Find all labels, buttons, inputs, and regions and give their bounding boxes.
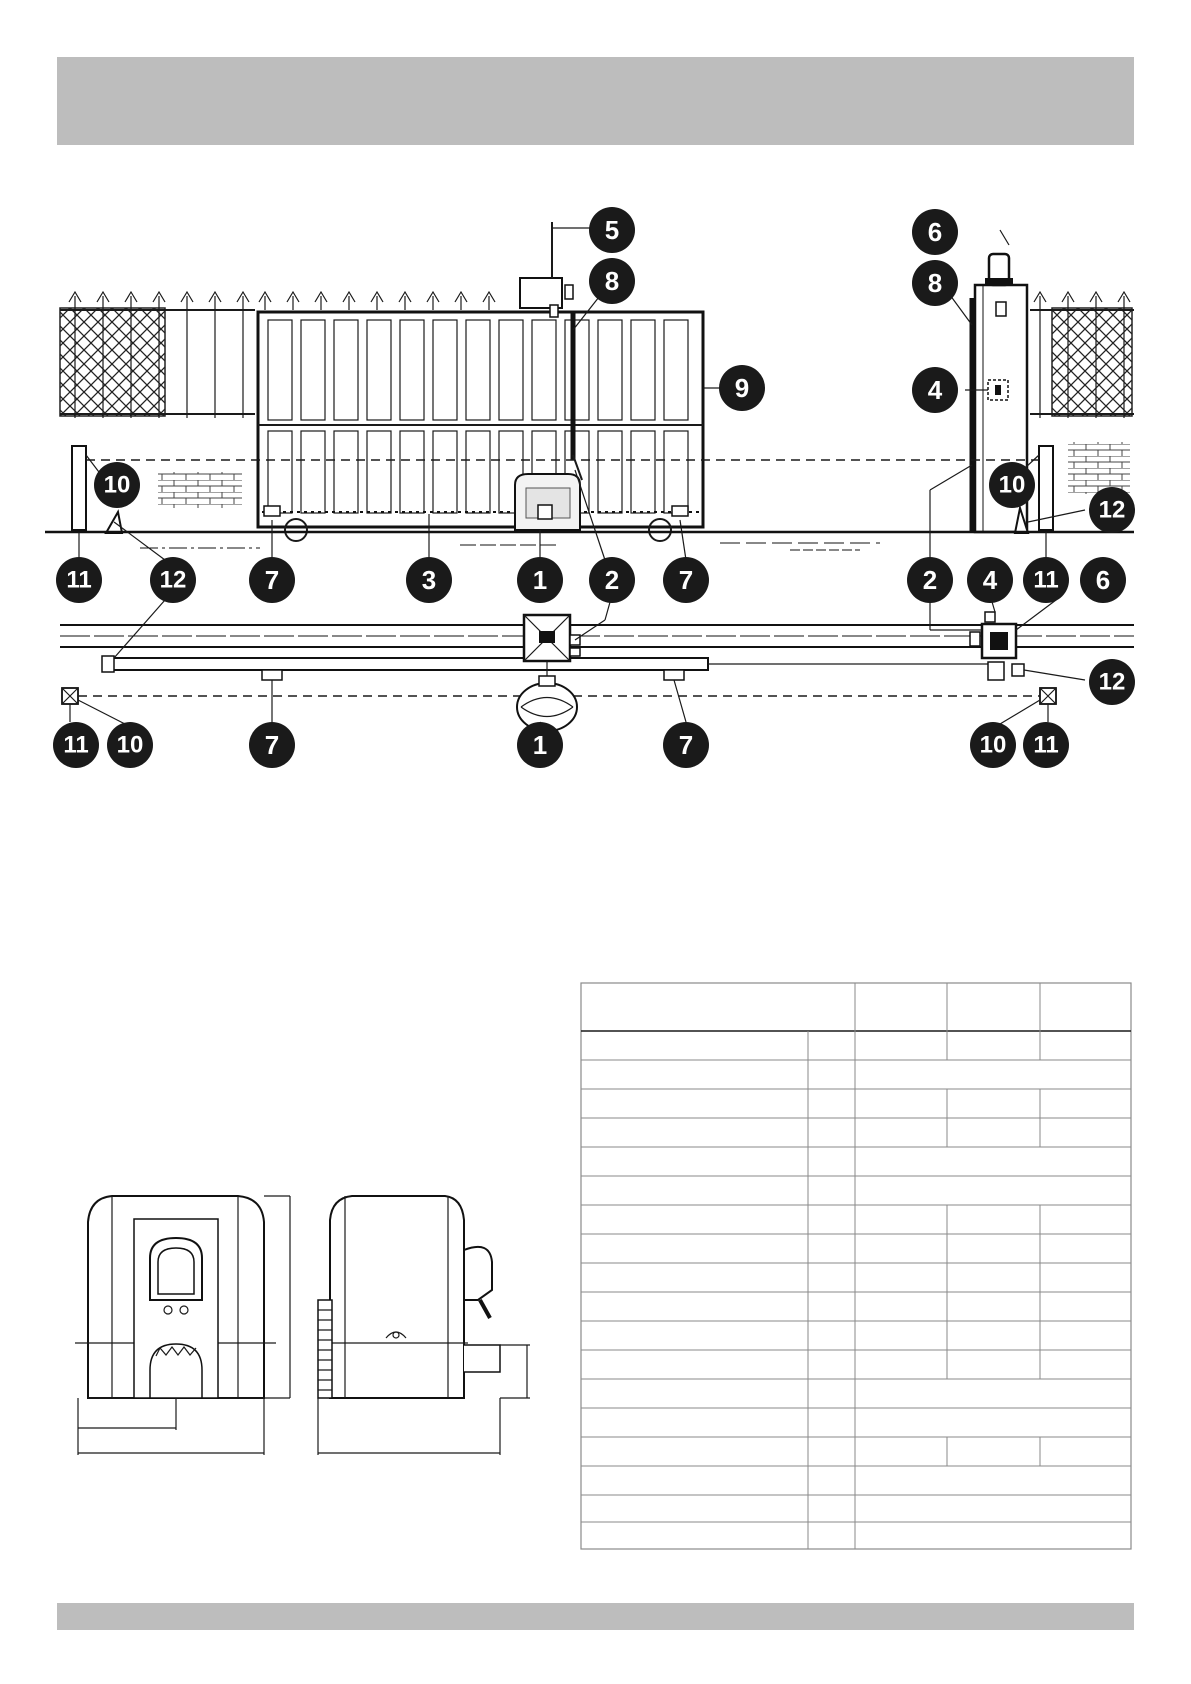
- svg-text:2: 2: [604, 565, 620, 595]
- svg-text:6: 6: [1095, 565, 1111, 595]
- limit-bracket-left: [264, 506, 280, 516]
- gate-panels: [268, 320, 688, 513]
- gate-top-pickets: [259, 292, 495, 310]
- svg-text:10: 10: [979, 731, 1007, 759]
- callout-7-left: [249, 557, 295, 603]
- callout-4: [912, 367, 958, 413]
- svg-text:7: 7: [678, 565, 694, 595]
- brick-wall-right: [1068, 442, 1130, 494]
- gate-wheel-left: [285, 519, 307, 541]
- flashing-lamp-housing: [520, 278, 562, 308]
- callout-1-plan: [517, 722, 563, 768]
- svg-text:12: 12: [1098, 496, 1126, 524]
- callout-2-right: [907, 557, 953, 603]
- svg-text:8: 8: [927, 268, 943, 298]
- brick-wall-left: [158, 472, 242, 508]
- plan-view: [60, 595, 1134, 731]
- limit-bracket-plan-right: [664, 670, 684, 680]
- right-fence-mesh: [1052, 308, 1132, 416]
- callout-10-left: [94, 462, 140, 508]
- callout-12-left: [150, 557, 196, 603]
- callout-7-plan-left: [249, 722, 295, 768]
- callout-7-right: [663, 557, 709, 603]
- gate-wheel-right: [649, 519, 671, 541]
- callout-6: [912, 209, 958, 255]
- callout-11-plan-left: [53, 722, 99, 768]
- svg-text:8: 8: [604, 266, 620, 296]
- callout-3: [406, 557, 452, 603]
- svg-text:12: 12: [1098, 668, 1126, 696]
- callout-9: [719, 365, 765, 411]
- callout-10-right: [989, 462, 1035, 508]
- svg-text:11: 11: [1033, 731, 1059, 759]
- callout-4-right: [967, 557, 1013, 603]
- svg-text:6: 6: [927, 217, 943, 247]
- svg-text:11: 11: [63, 731, 89, 759]
- svg-text:2: 2: [922, 565, 938, 595]
- callout-7-plan-right: [663, 722, 709, 768]
- callout-8-right: [912, 260, 958, 306]
- svg-text:11: 11: [66, 566, 92, 594]
- callout-2: [589, 557, 635, 603]
- svg-text:11: 11: [1033, 566, 1059, 594]
- left-fence-mesh: [60, 308, 165, 416]
- callout-5: [589, 207, 635, 253]
- elevation-view: [45, 222, 1134, 562]
- svg-text:9: 9: [734, 373, 750, 403]
- svg-text:12: 12: [159, 566, 187, 594]
- svg-text:10: 10: [116, 731, 144, 759]
- svg-text:10: 10: [998, 471, 1026, 499]
- svg-text:10: 10: [103, 471, 131, 499]
- callout-1: [517, 557, 563, 603]
- svg-text:1: 1: [532, 565, 548, 595]
- svg-text:1: 1: [532, 730, 548, 760]
- callout-12-plan: [1089, 659, 1135, 705]
- limit-bracket-plan-left: [262, 670, 282, 680]
- callout-11-left: [56, 557, 102, 603]
- callout-12-right: [1089, 487, 1135, 533]
- svg-text:4: 4: [927, 375, 943, 405]
- svg-text:3: 3: [421, 565, 437, 595]
- gate-leaf-plan: [108, 658, 708, 670]
- svg-text:7: 7: [264, 730, 280, 760]
- motor-front-view: [75, 1196, 290, 1455]
- limit-bracket-right: [672, 506, 688, 516]
- motor-side-view: [318, 1196, 530, 1455]
- technical-table: [581, 983, 1131, 1549]
- svg-text:4: 4: [982, 565, 998, 595]
- callout-8: [589, 258, 635, 304]
- motor-unit-elevation: [515, 474, 580, 530]
- svg-text:7: 7: [264, 565, 280, 595]
- callout-11-right: [1023, 557, 1069, 603]
- svg-text:7: 7: [678, 730, 694, 760]
- photocell-post-left: [72, 446, 86, 530]
- callout-10-plan-right: [970, 722, 1016, 768]
- callout-11-plan-right: [1023, 722, 1069, 768]
- callout-10-plan-left: [107, 722, 153, 768]
- callout-6-right: [1080, 557, 1126, 603]
- svg-text:5: 5: [604, 215, 620, 245]
